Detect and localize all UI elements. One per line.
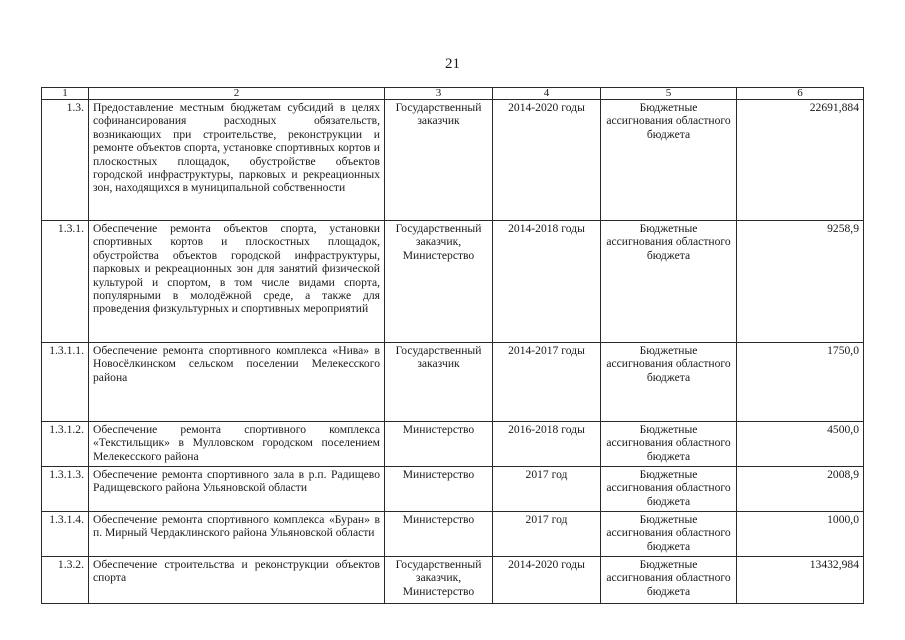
item-period: 2014-2018 годы bbox=[493, 221, 601, 343]
table-row bbox=[42, 221, 864, 343]
item-description: Обеспечение строительства и реконструкции объектов спорта bbox=[89, 557, 385, 604]
column-header: 5 bbox=[601, 88, 737, 100]
item-amount: 13432,984 bbox=[737, 557, 864, 604]
table-header-row bbox=[42, 88, 864, 100]
item-funding-source: Бюджетные ассигнования областного бюджета bbox=[601, 467, 737, 512]
column-header: 2 bbox=[89, 88, 385, 100]
column-header: 4 bbox=[493, 88, 601, 100]
item-funding-source: Бюджетные ассигнования областного бюджета bbox=[601, 343, 737, 422]
item-number: 1.3.2. bbox=[42, 557, 89, 604]
item-description: Обеспечение ремонта спортивного зала в р.п. Радищево Радищевского района Ульяновской области bbox=[89, 467, 385, 512]
item-period: 2016-2018 годы bbox=[493, 422, 601, 467]
item-number: 1.3.1.1. bbox=[42, 343, 89, 422]
item-amount: 22691,884 bbox=[737, 100, 864, 221]
item-funding-source: Бюджетные ассигнования областного бюджета bbox=[601, 422, 737, 467]
item-funding-source: Бюджетные ассигнования областного бюджета bbox=[601, 221, 737, 343]
program-table bbox=[41, 87, 864, 604]
table-row bbox=[42, 343, 864, 422]
item-period: 2017 год bbox=[493, 512, 601, 557]
item-amount: 9258,9 bbox=[737, 221, 864, 343]
column-header: 3 bbox=[385, 88, 493, 100]
item-number: 1.3.1.3. bbox=[42, 467, 89, 512]
item-executor: Государственный заказчик bbox=[385, 343, 493, 422]
table-row bbox=[42, 467, 864, 512]
table-row bbox=[42, 100, 864, 221]
item-amount: 2008,9 bbox=[737, 467, 864, 512]
item-number: 1.3. bbox=[42, 100, 89, 221]
item-description: Обеспечение ремонта спортивного комплекса «Нива» в Новосёлкинском сельском поселении Мелекесского района bbox=[89, 343, 385, 422]
table-row bbox=[42, 512, 864, 557]
item-executor: Государственный заказчик, Министерство bbox=[385, 557, 493, 604]
item-funding-source: Бюджетные ассигнования областного бюджета bbox=[601, 557, 737, 604]
page-number: 21 bbox=[445, 56, 460, 72]
item-description: Обеспечение ремонта спортивного комплекса «Буран» в п. Мирный Чердаклинского района Ульяновской области bbox=[89, 512, 385, 557]
item-funding-source: Бюджетные ассигнования областного бюджета bbox=[601, 100, 737, 221]
item-amount: 1750,0 bbox=[737, 343, 864, 422]
item-funding-source: Бюджетные ассигнования областного бюджета bbox=[601, 512, 737, 557]
item-executor: Министерство bbox=[385, 467, 493, 512]
item-description: Предоставление местным бюджетам субсидий в целях софинансирования расходных обязательств, возникающих при строительстве, реконструкции и ремонте объектов спорта, установке спортивных кортов и плоскостных площадок, обустройстве объектов городской инфраструктуры, парковых и рекреационных зон, находящихся в муниципальной собственности bbox=[89, 100, 385, 221]
item-description: Обеспечение ремонта спортивного комплекса «Текстильщик» в Мулловском городском поселением Мелекесского района bbox=[89, 422, 385, 467]
item-period: 2017 год bbox=[493, 467, 601, 512]
item-number: 1.3.1. bbox=[42, 221, 89, 343]
item-period: 2014-2020 годы bbox=[493, 557, 601, 604]
column-header: 1 bbox=[42, 88, 89, 100]
table-row bbox=[42, 422, 864, 467]
table-row bbox=[42, 557, 864, 604]
item-executor: Министерство bbox=[385, 422, 493, 467]
item-description: Обеспечение ремонта объектов спорта, установки спортивных кортов и плоскостных площадок, обустройства объектов городской инфраструктуры, парковых и рекреационных зон для занятий физической культурой и спортом, в том числе видами спорта, популярными в молодёжной среде, а также для проведения физкультурных и спортивных мероприятий bbox=[89, 221, 385, 343]
item-number: 1.3.1.4. bbox=[42, 512, 89, 557]
item-amount: 1000,0 bbox=[737, 512, 864, 557]
item-period: 2014-2020 годы bbox=[493, 100, 601, 221]
column-header: 6 bbox=[737, 88, 864, 100]
item-executor: Государственный заказчик bbox=[385, 100, 493, 221]
item-amount: 4500,0 bbox=[737, 422, 864, 467]
item-executor: Министерство bbox=[385, 512, 493, 557]
item-period: 2014-2017 годы bbox=[493, 343, 601, 422]
item-number: 1.3.1.2. bbox=[42, 422, 89, 467]
item-executor: Государственный заказчик, Министерство bbox=[385, 221, 493, 343]
